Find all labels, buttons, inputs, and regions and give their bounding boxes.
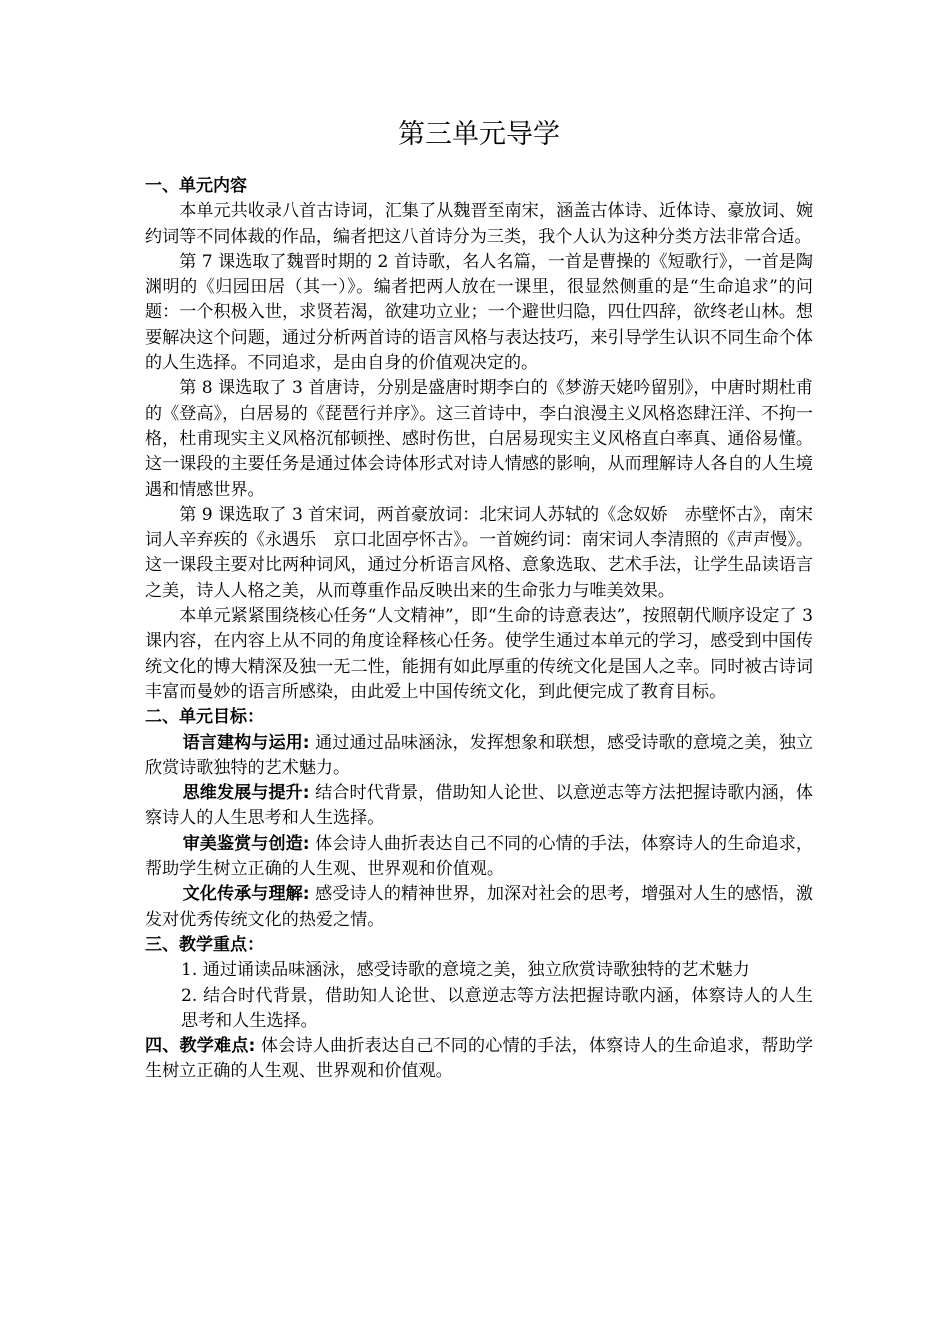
paragraph: 第 9 课选取了 3 首宋词，两首豪放词：北宋词人苏轼的《念奴娇 赤壁怀古》，南宋词人辛弃疾的《永遇乐 京口北固亭怀古》。一首婉约词：南宋词人李清照的《声声慢》。这一课段主要对比两种词风，通过分析语言风格、意象选取、艺术手法，让学生品读语言之美，诗人人格之美，从而尊重作品反映出来的生命张力与唯美效果。	[145, 504, 813, 601]
section-heading: 四、教学难点:	[145, 1036, 256, 1057]
goal-text: 结合时代背景，借助知人论世、以意逆志等方法把握诗歌内涵，体察诗人的人生思考和人生选择。	[145, 783, 813, 829]
list-item: 1. 通过诵读品味涵泳，感受诗歌的意境之美，独立欣赏诗歌独特的艺术魅力	[181, 960, 750, 981]
difficulty-text: 体会诗人曲折表达自己不同的心情的手法，体察诗人的生命追求，帮助学生树立正确的人生观、世界观和价值观。	[145, 1036, 813, 1082]
section-heading: 二、单元目标：	[145, 707, 264, 728]
goal-label: 文化传承与理解:	[182, 884, 310, 905]
goal-item	[145, 731, 813, 782]
difficulty-paragraph	[145, 1034, 813, 1085]
goal-item	[145, 781, 813, 832]
list-item: 2. 结合时代背景，借助知人论世、以意逆志等方法把握诗歌内涵，体察诗人的人生思考和人生选择。	[181, 985, 813, 1031]
section-unit-content	[145, 174, 813, 705]
section-unit-goals	[145, 705, 813, 933]
goal-label: 审美鉴赏与创造:	[182, 833, 310, 854]
focus-list	[145, 958, 813, 1034]
goal-text: 体会诗人曲折表达自己不同的心情的手法，体察诗人的生命追求，帮助学生树立正确的人生观、世界观和价值观。	[145, 833, 813, 880]
goal-text: 通过通过品味涵泳，发挥想象和联想，感受诗歌的意境之美，独立欣赏诗歌独特的艺术魅力。	[145, 732, 813, 778]
document-title: 第三单元导学	[398, 119, 560, 150]
section-teaching-focus	[145, 933, 813, 1034]
goal-label: 语言建构与运用:	[182, 732, 310, 753]
paragraph: 第 7 课选取了魏晋时期的 2 首诗歌，名人名篇，一首是曹操的《短歌行》，一首是陶渊明的《归园田居（其一）》。编者把两人放在一课里，很显然侧重的是“生命追求”的问题：一个积极入世，求贤若渴，欲建功立业；一个避世归隐，四仕四辞，欲终老山林。想要解决这个问题，通过分析两首诗的语言风格与表达技巧，来引导学生认识不同生命个体的人生选择。不同追求，是由自身的价值观决定的。	[145, 251, 813, 374]
document-page	[145, 112, 813, 1085]
paragraph: 第 8 课选取了 3 首唐诗，分别是盛唐时期李白的《梦游天姥吟留别》，中唐时期杜甫的《登高》，白居易的《琵琶行并序》。这三首诗中，李白浪漫主义风格恣肆汪洋、不拘一格，杜甫现实主义风格沉郁顿挫、感时伤世，白居易现实主义风格直白率真、通俗易懂。这一课段的主要任务是通过体会诗体形式对诗人情感的影响，从而理解诗人各自的人生境遇和情感世界。	[145, 378, 813, 500]
paragraph: 本单元共收录八首古诗词，汇集了从魏晋至南宋，涵盖古体诗、近体诗、豪放词、婉约词等不同体裁的作品，编者把这八首诗分为三类，我个人认为这种分类方法非常合适。	[145, 201, 813, 247]
section-teaching-difficulty	[145, 1034, 813, 1085]
goal-item	[145, 882, 813, 933]
section-heading: 三、教学重点：	[145, 934, 264, 955]
goal-text: 感受诗人的精神世界，加深对社会的思考，增强对人生的感悟，激发对优秀传统文化的热爱之情。	[145, 884, 813, 930]
goal-label: 思维发展与提升:	[182, 783, 310, 804]
goal-item	[145, 832, 813, 883]
paragraph: 本单元紧紧围绕核心任务“人文精神”，即“生命的诗意表达”，按照朝代顺序设定了 3 课内容，在内容上从不同的角度诠释核心任务。使学生通过本单元的学习，感受到中国传统文化的博大精深及独一无二性，能拥有如此厚重的传统文化是国人之幸。同时被古诗词丰富而曼妙的语言所感染，由此爱上中国传统文化，到此便完成了教育目标。	[145, 606, 813, 702]
section-heading: 一、单元内容	[145, 176, 247, 196]
